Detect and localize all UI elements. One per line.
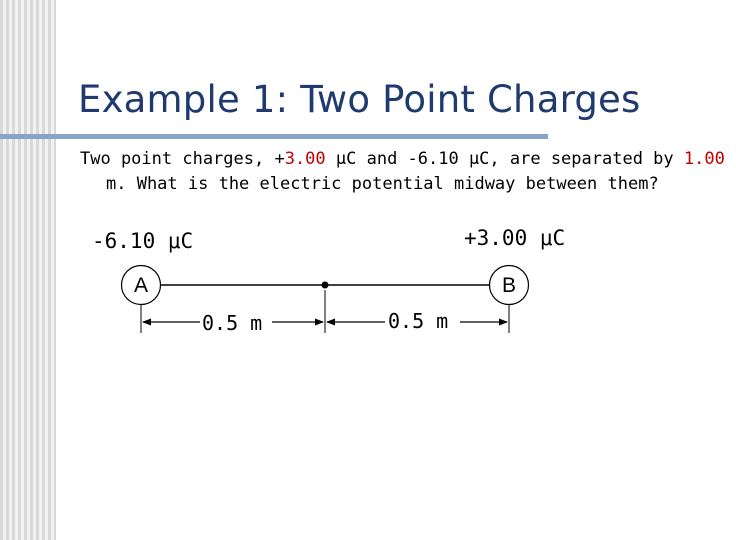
problem-text-2: μC and -6.10 μC, are separated by xyxy=(325,149,684,169)
charge-value-highlight: 3.00 xyxy=(284,149,326,169)
arrowhead-right-a xyxy=(326,319,335,326)
slide-title: Example 1: Two Point Charges xyxy=(78,78,641,121)
distance-value-highlight: 1.00 xyxy=(683,149,725,169)
right-distance-label: 0.5 m xyxy=(388,309,449,333)
arrowhead-right-b xyxy=(499,319,508,326)
point-a-label: A xyxy=(133,274,149,297)
arrowhead-left-a xyxy=(142,319,151,326)
problem-text-1: Two point charges, + xyxy=(80,149,285,169)
point-b-label: B xyxy=(501,274,517,297)
charge-a-label: -6.10 μC xyxy=(92,229,194,253)
problem-text-3: m. What is the electric potential midway between them? xyxy=(106,173,659,194)
left-distance-label: 0.5 m xyxy=(202,311,263,335)
midpoint-dot xyxy=(322,282,329,289)
arrowhead-left-b xyxy=(315,319,324,326)
charge-b-label: +3.00 μC xyxy=(464,226,566,250)
